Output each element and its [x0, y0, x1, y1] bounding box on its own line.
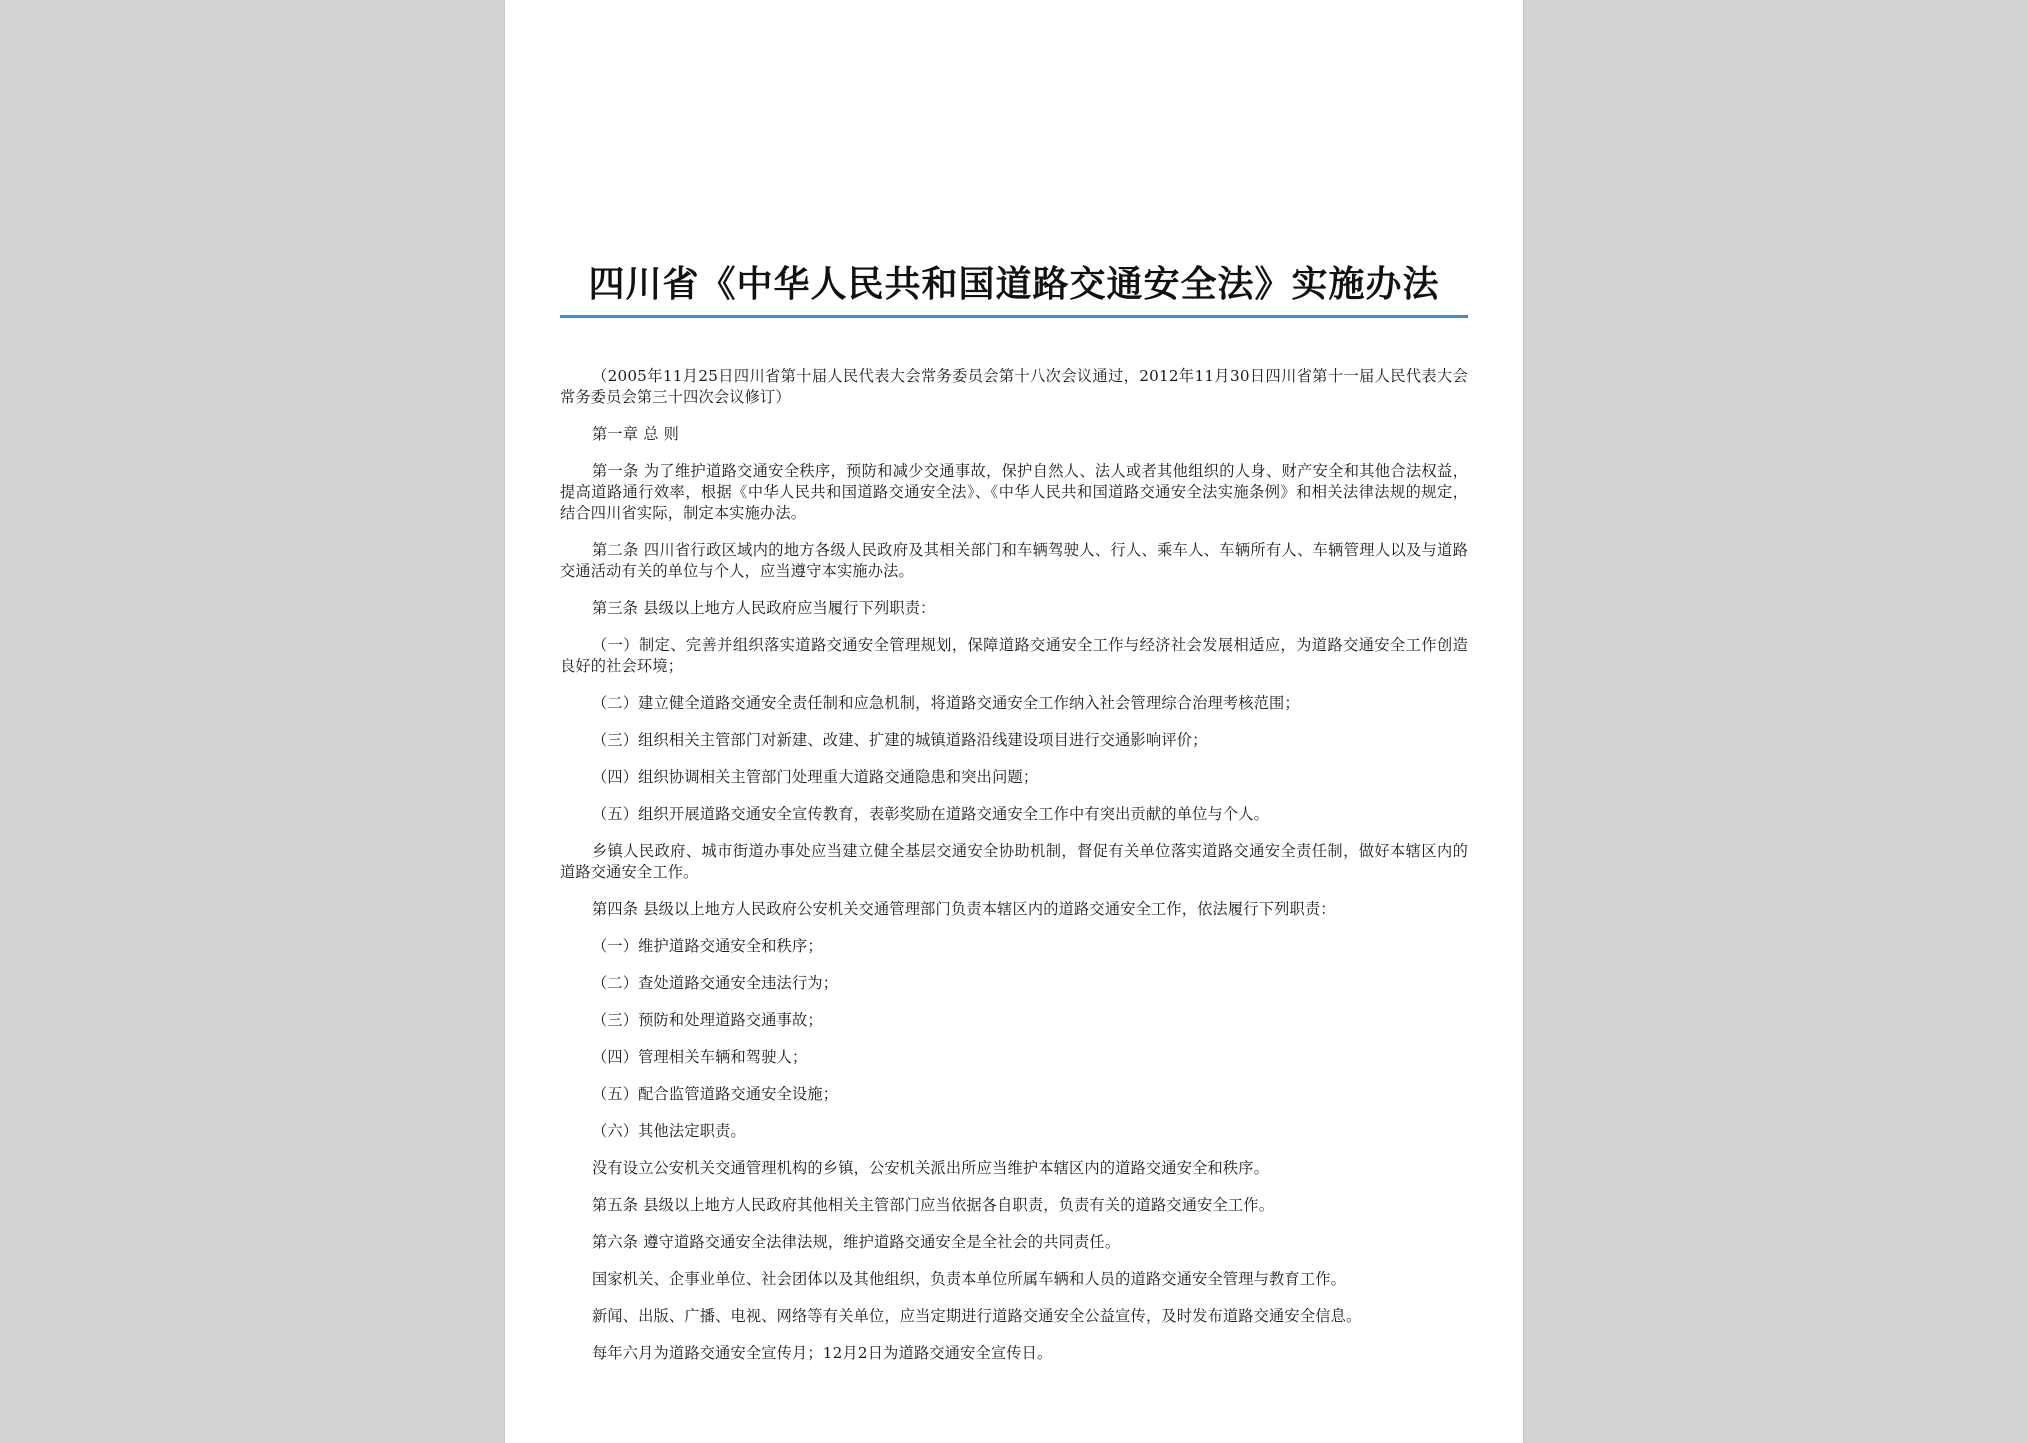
- document-title: 四川省《中华人民共和国道路交通安全法》实施办法: [588, 263, 1440, 305]
- document-page: [505, 0, 1523, 1443]
- article-4-item-3: （三）预防和处理道路交通事故；: [592, 1011, 823, 1029]
- article-4-item-6: （六）其他法定职责。: [592, 1122, 746, 1140]
- chapter-heading: 第一章 总 则: [592, 425, 679, 443]
- article-3-township-note: 乡镇人民政府、城市街道办事处应当建立健全基层交通安全协助机制，督促有关单位落实道路交通安全责任制，做好本辖区内的道路交通安全工作。: [560, 842, 1468, 881]
- article-6-publicity-month: 每年六月为道路交通安全宣传月；12月2日为道路交通安全宣传日。: [592, 1344, 1053, 1362]
- article-3-item-1: （一）制定、完善并组织落实道路交通安全管理规划，保障道路交通安全工作与经济社会发展相适应，为道路交通安全工作创造良好的社会环境；: [560, 636, 1468, 675]
- article-3-item-5: （五）组织开展道路交通安全宣传教育，表彰奖励在道路交通安全工作中有突出贡献的单位与个人。: [592, 805, 1270, 823]
- article-3: 第三条 县级以上地方人民政府应当履行下列职责：: [592, 599, 936, 617]
- title-underline: [560, 315, 1468, 318]
- article-4-item-4: （四）管理相关车辆和驾驶人；: [592, 1048, 808, 1066]
- document-body: [560, 366, 1468, 1380]
- article-3-item-3: （三）组织相关主管部门对新建、改建、扩建的城镇道路沿线建设项目进行交通影响评价；: [592, 731, 1208, 749]
- article-5: 第五条 县级以上地方人民政府其他相关主管部门应当依据各自职责，负责有关的道路交通安全工作。: [592, 1196, 1275, 1214]
- article-6-media: 新闻、出版、广播、电视、网络等有关单位，应当定期进行道路交通安全公益宣传，及时发布道路交通安全信息。: [592, 1307, 1362, 1325]
- article-6: 第六条 遵守道路交通安全法律法规，维护道路交通安全是全社会的共同责任。: [592, 1233, 1121, 1251]
- article-4-item-1: （一）维护道路交通安全和秩序；: [592, 937, 823, 955]
- article-4-township-note: 没有设立公安机关交通管理机构的乡镇，公安机关派出所应当维护本辖区内的道路交通安全和秩序。: [592, 1159, 1270, 1177]
- paragraph-revision-note: （2005年11月25日四川省第十届人民代表大会常务委员会第十八次会议通过，2012年11月30日四川省第十一届人民代表大会常务委员会第三十四次会议修订）: [560, 367, 1468, 406]
- article-3-item-4: （四）组织协调相关主管部门处理重大道路交通隐患和突出问题；: [592, 768, 1039, 786]
- article-6-organizations: 国家机关、企事业单位、社会团体以及其他组织，负责本单位所属车辆和人员的道路交通安全管理与教育工作。: [592, 1270, 1346, 1288]
- article-2: 第二条 四川省行政区域内的地方各级人民政府及其相关部门和车辆驾驶人、行人、乘车人、车辆所有人、车辆管理人以及与道路交通活动有关的单位与个人，应当遵守本实施办法。: [560, 541, 1468, 580]
- article-1: 第一条 为了维护道路交通安全秩序，预防和减少交通事故，保护自然人、法人或者其他组织的人身、财产安全和其他合法权益，提高道路通行效率，根据《中华人民共和国道路交通安全法》、《中华人民共和国道路交通安全法实施条例》和相关法律法规的规定，结合四川省实际，制定本实施办法。: [560, 462, 1468, 522]
- article-4: 第四条 县级以上地方人民政府公安机关交通管理部门负责本辖区内的道路交通安全工作，依法履行下列职责：: [592, 900, 1336, 918]
- article-3-item-2: （二）建立健全道路交通安全责任制和应急机制，将道路交通安全工作纳入社会管理综合治理考核范围；: [592, 694, 1300, 712]
- article-4-item-5: （五）配合监管道路交通安全设施；: [592, 1085, 839, 1103]
- article-4-item-2: （二）查处道路交通安全违法行为；: [592, 974, 839, 992]
